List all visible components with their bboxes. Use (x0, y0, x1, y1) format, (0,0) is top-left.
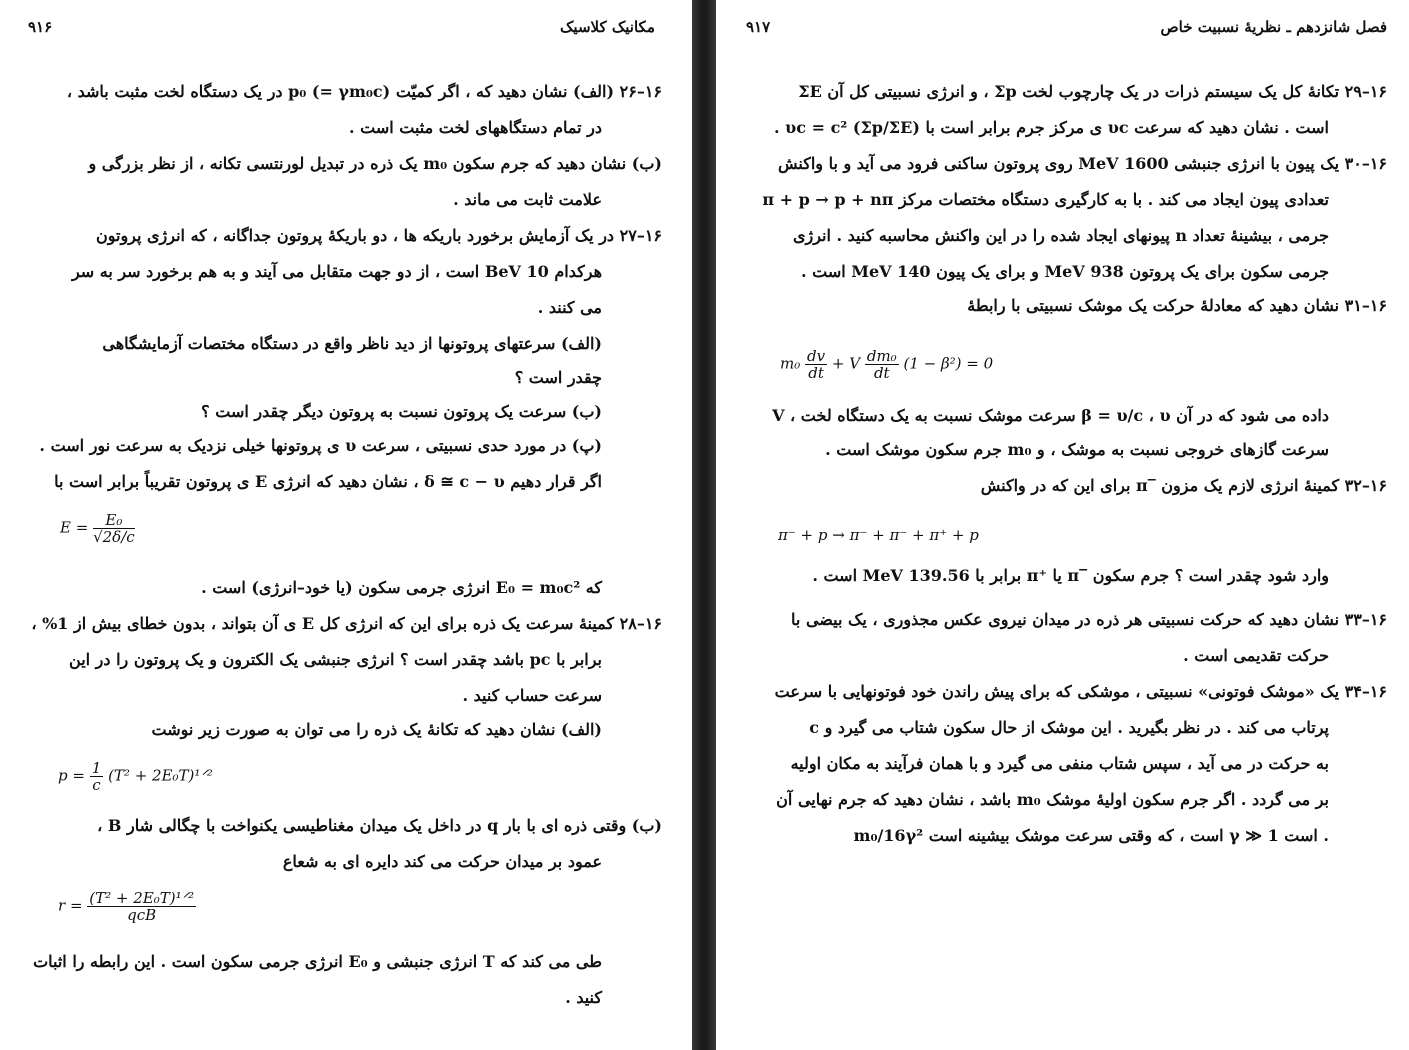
eq-lhs: E = (60, 518, 89, 537)
fraction (93, 512, 135, 545)
denominator: qcB (127, 906, 157, 924)
text-line: کنید . (565, 988, 602, 1007)
text-line: (ب) نشان دهید که جرم سکون m₀ یک ذره در تبدیل لورنتسی تکانه ، از نظر بزرگی و (88, 154, 662, 173)
numerator: (T² + 2E₀T)¹ᐟ² (89, 889, 195, 907)
text-line: ۱۶–۳۳ نشان دهید که حرکت نسبیتی هر ذره در میدان نیروی عکس مجذوری ، یک بیضی با (791, 610, 1387, 629)
text-line: جرمی سکون برای یک پروتون 938 MeV و برای یک پیون 140 MeV است . (800, 262, 1329, 281)
right-page-number: ۹۱۷ (746, 18, 771, 36)
fraction (865, 348, 899, 381)
left-header-title: مکانیک کلاسیک (560, 18, 655, 36)
text-line: هرکدام 10 BeV است ، از دو جهت متقابل می آیند و به هم برخورد سر به سر (71, 262, 602, 281)
text-line: ۱۶–۳۴ یک «موشک فوتونی» نسبیتی ، موشکی که برای پیش راندن خود فوتونهایی با سرعت (774, 682, 1387, 701)
text-line: وارد شود چقدر است ؟ جرم سکون ‾π یا ⁺π برابر با 139.56 MeV است . (812, 566, 1329, 585)
text-line: علامت ثابت می ماند . (453, 190, 602, 209)
text-line: اگر قرار دهیم δ ≅ c − υ ، نشان دهید که انرژی E ی پروتون تقریباً برابر است با (54, 472, 602, 491)
eq-term: + V (831, 354, 861, 373)
text-line: حرکت تقدیمی است . (1183, 646, 1329, 665)
fraction (805, 348, 827, 381)
left-page-number: ۹۱۶ (28, 18, 53, 36)
text-line: داده می شود که در آن β = υ/c ، υ سرعت موشک نسبت به یک دستگاه لخت ، V (772, 406, 1329, 425)
text-line: m₀/16γ² است ، که وقتی سرعت موشک بیشینه است γ ≫ 1 است . (853, 826, 1329, 845)
text-line: که E₀ = m₀c² انرژی جرمی سکون (یا خود–انرژی) است . (201, 578, 602, 597)
text-line: سرعت گازهای خروجی نسبت به موشک ، و m₀ جرم سکون موشک است . (825, 440, 1329, 459)
numerator: dm₀ (866, 347, 897, 365)
text-line: π + p → p + nπ تعدادی پیون ایجاد می کند . با به کارگیری دستگاه مختصات مرکز (762, 190, 1329, 209)
text-line: در تمام دستگاههای لخت مثبت است . (348, 118, 602, 137)
text-line: c پرتاب می کند . در نظر بگیرید . این موشک از حال سکون شتاب می گیرد و (809, 718, 1329, 737)
text-line: جرمی ، بیشینهٔ تعداد n پیونهای ایجاد شده را در این واکنش محاسبه کنید . انرژی (792, 226, 1329, 245)
text-line: (ب) سرعت یک پروتون نسبت به پروتون دیگر چقدر است ؟ (201, 402, 602, 421)
text-line: بر می گردد . اگر جرم سکون اولیهٔ موشک m₀ باشد ، نشان دهید که جرم نهایی آن (776, 790, 1329, 809)
eq-lhs: r = (58, 896, 83, 915)
text-line: ۱۶–۲۸ کمینهٔ سرعت یک ذره برای این که انرژی کل E ی آن بتواند ، بدون خطای بیش از 1% ، (31, 614, 662, 633)
right-page (716, 0, 1409, 1050)
book-gutter (692, 0, 716, 1050)
numerator: 1 (91, 759, 102, 777)
eq-rhs: (T² + 2E₀T)¹ᐟ² (108, 766, 213, 785)
text-line: (پ) در مورد حدی نسبیتی ، سرعت υ ی پروتونها خیلی نزدیک به سرعت نور است . (39, 436, 602, 455)
text-line: برابر با pc باشد چقدر است ؟ انرژی جنبشی یک الکترون و یک پروتون را در این (69, 650, 602, 669)
eq-term: m₀ (780, 354, 801, 373)
denominator: dt (808, 364, 824, 382)
fraction (90, 760, 104, 793)
numerator: dv (807, 347, 826, 365)
eq-lhs: p = (58, 766, 85, 785)
equation-energy (60, 512, 135, 545)
text-line: ۱۶–۲۹ تکانهٔ کل یک سیستم ذرات در یک چارچوب لخت Σp ، و انرژی نسبیتی کل آن ΣE (798, 82, 1387, 101)
text-line: می کنند . (537, 298, 602, 317)
text-line: عمود بر میدان حرکت می کند دایره ای به شعاع (282, 852, 602, 871)
equation-radius (58, 890, 196, 923)
left-page (0, 0, 692, 1050)
text-line: ۱۶–۳۰ یک پیون با انرژی جنبشی 1600 MeV روی پروتون ساکنی فرود می آید و با واکنش (778, 154, 1387, 173)
text-line: ۱۶–۲۶ (الف) نشان دهید که ، اگر کمیّت (p₀ (= γm₀c در یک دستگاه لخت مثبت باشد ، (66, 82, 662, 101)
denominator: √2δ/c (93, 528, 135, 546)
equation-rocket (780, 348, 993, 381)
eq-term: (1 − β²) = 0 (903, 354, 994, 373)
equation-momentum (58, 760, 213, 793)
right-header-title: فصل شانزدهم ـ نظریهٔ نسبیت خاص (1160, 18, 1387, 36)
text-line: چقدر است ؟ (514, 368, 602, 387)
text-line: (الف) سرعتهای پروتونها از دید ناظر واقع در دستگاه مختصات آزمایشگاهی (102, 334, 602, 353)
text-line: طی می کند که T انرژی جنبشی و E₀ انرژی جرمی سکون است . این رابطه را اثبات (33, 952, 602, 971)
denominator: dt (873, 364, 890, 382)
text-line: ۱۶–۳۱ نشان دهید که معادلهٔ حرکت یک موشک نسبیتی با رابطهٔ (967, 296, 1387, 315)
numerator: E₀ (93, 512, 135, 529)
text-line: است . نشان دهید که سرعت υc ی مرکز جرم برابر است با (υc = c² (Σp/ΣE . (774, 118, 1329, 137)
text-line: سرعت حساب کنید . (462, 686, 602, 705)
text-line: ۱۶–۲۷ در یک آزمایش برخورد باریکه ها ، دو باریکهٔ پروتون جداگانه ، که انرژی پروتون (95, 226, 662, 245)
fraction (87, 890, 196, 923)
text-line: (الف) نشان دهید که تکانهٔ یک ذره را می توان به صورت زیر نوشت (151, 720, 602, 739)
text-line: ۱۶–۳۲ کمینهٔ انرژی لازم یک مزون ‾π برای این که در واکنش (980, 476, 1387, 495)
equation-reaction: π⁻ + p → π⁻ + π⁻ + π⁺ + p (778, 526, 979, 544)
denominator: c (92, 776, 101, 794)
text-line: به حرکت در می آید ، سپس شتاب منفی می گیرد و با همان فرآیند به مکان اولیه (790, 754, 1329, 773)
text-line: (ب) وقتی ذره ای با بار q در داخل یک میدان مغناطیسی یکنواخت با چگالی شار B ، (97, 816, 662, 835)
